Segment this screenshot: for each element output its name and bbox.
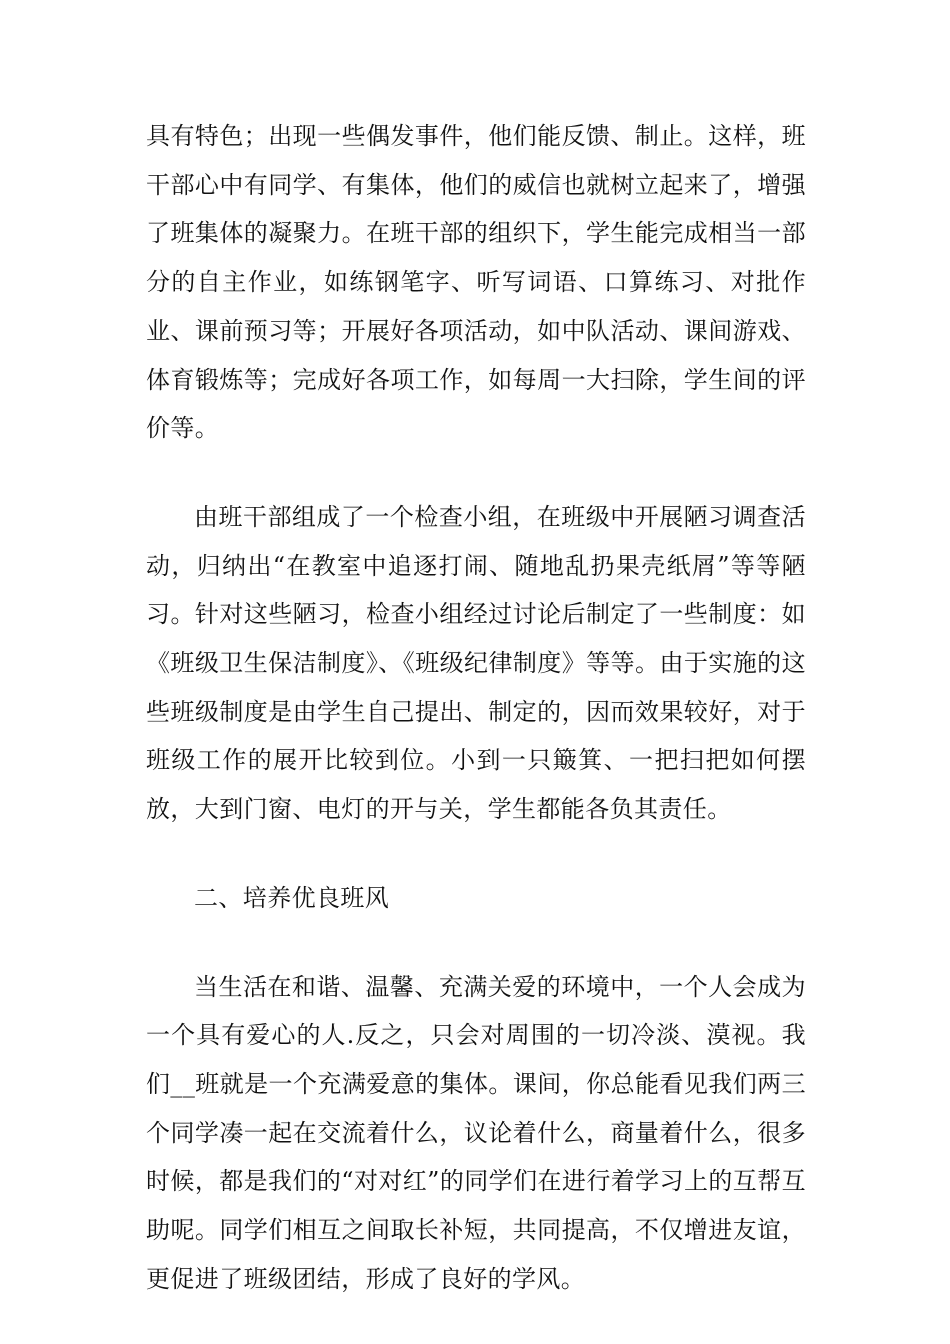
paragraph-continuation: 具有特色；出现一些偶发事件，他们能反馈、制止。这样，班干部心中有同学、有集体，他们的威信也就树立起来了，增强了班集体的凝聚力。在班干部的组织下，学生能完成相当一部分的自主作业，如练钢笔字、听写词语、口算练习、对批作业、课前预习等；开展好各项活动，如中队活动、课间游戏、体育锻炼等；完成好各项工作，如每周一大扫除，学生间的评价等。 [146, 122, 806, 443]
paragraph-inspection-group: 由班干部组成了一个检查小组，在班级中开展陋习调查活动，归纳出“在教室中追逐打闹、随地乱扔果壳纸屑”等等陋习。针对这些陋习，检查小组经过讨论后制定了一些制度：如《班级卫生保洁制度》、《班级纪律制度》等等。由于实施的这些班级制度是由学生自己提出、制定的，因而效果较好，对于班级工作的展开比较到位。小到一只簸箕、一把扫把如何摆放，大到门窗、电灯的开与关，学生都能各负其责任。 [146, 502, 806, 824]
document-body [146, 112, 806, 1343]
section-heading: 二、培养优良班风 [194, 883, 390, 912]
paragraph-class-spirit: 当生活在和谐、温馨、充满关爱的环境中，一个人会成为一个具有爱心的人.反之，只会对周围的一切冷淡、漠视。我们__班就是一个充满爱意的集体。课间，你总能看见我们两三个同学凑一起在交流着什么，议论着什么，商量着什么，很多时候，都是我们的“对对红”的同学们在进行着学习上的互帮互助呢。同学们相互之间取长补短，共同提高，不仅增进友谊，更促进了班级团结，形成了良好的学风。 [146, 972, 806, 1293]
